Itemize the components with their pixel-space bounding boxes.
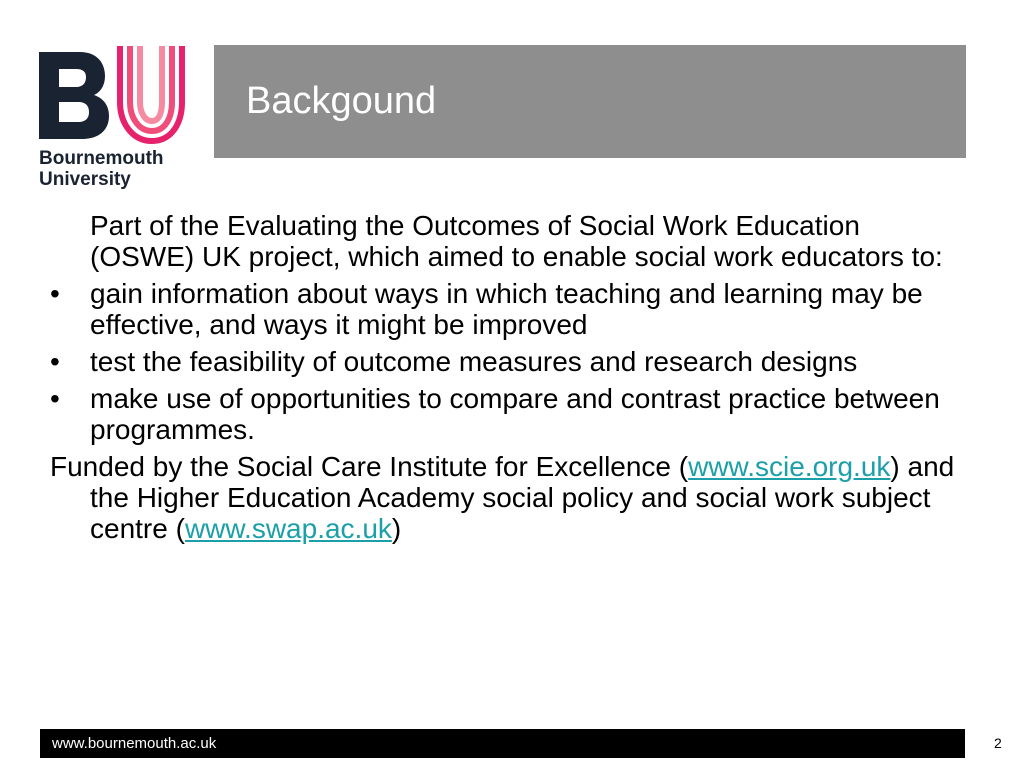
funding-paragraph [50,451,970,544]
bullet-icon: • [50,383,60,414]
bullet-text: make use of opportunities to compare and contrast practice between programmes. [90,383,940,445]
scie-link[interactable]: www.scie.org.uk [688,451,891,482]
page-number: 2 [994,735,1002,751]
swap-link[interactable]: www.swap.ac.uk [184,513,392,544]
logo-text-university: University [39,169,131,190]
slide-title: Backgound [246,80,437,122]
bullet-item [50,383,970,445]
bullet-text: test the feasibility of outcome measures and research designs [90,346,858,377]
bullet-item [50,278,970,340]
footer-url[interactable]: www.bournemouth.ac.uk [52,735,217,752]
bullet-text: gain information about ways in which teaching and learning may be effective, and ways it might be improved [90,278,923,340]
bournemouth-university-logo [36,42,186,194]
bu-logo-mark [36,42,186,146]
title-banner [214,45,966,158]
funding-text-3: ) [391,513,402,544]
footer-bar [40,729,965,758]
bullet-item [50,346,970,377]
intro-paragraph: Part of the Evaluating the Outcomes of Social Work Education (OSWE) UK project, which aimed to enable social work educators to: [90,210,943,272]
bullet-icon: • [50,278,60,309]
bullet-icon: • [50,346,60,377]
logo-text-bournemouth: Bournemouth [39,148,164,169]
funding-text-2: ) and the Higher Education Academy social policy and social work subject centre ( [90,451,955,544]
funding-text-1: Funded by the Social Care Institute for Excellence ( [50,451,689,482]
slide-content [50,210,970,550]
